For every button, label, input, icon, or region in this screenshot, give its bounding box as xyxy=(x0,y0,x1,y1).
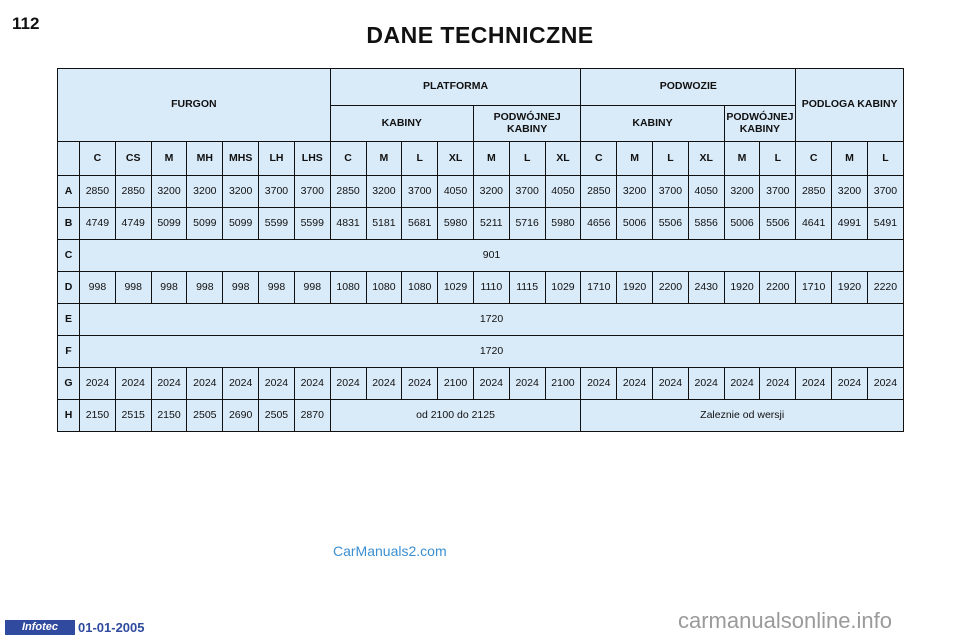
table-cell: 5599 xyxy=(259,208,295,240)
table-cell: 3700 xyxy=(760,176,796,208)
table-cell: 1080 xyxy=(366,272,402,304)
table-cell: 2024 xyxy=(330,368,366,400)
table-cell: 2024 xyxy=(867,368,903,400)
table-cell: 2024 xyxy=(366,368,402,400)
table-cell: 5506 xyxy=(653,208,689,240)
table-cell: 1920 xyxy=(832,272,868,304)
table-cell: 2024 xyxy=(259,368,295,400)
table-cell: 2200 xyxy=(653,272,689,304)
table-cell: 5681 xyxy=(402,208,438,240)
table-cell: 2024 xyxy=(760,368,796,400)
column-header: L xyxy=(509,142,545,176)
table-cell: 2150 xyxy=(80,400,116,432)
site-watermark: CarManuals2.com xyxy=(333,543,447,559)
bottom-watermark: carmanualsonline.info xyxy=(678,608,893,633)
table-cell: 5980 xyxy=(438,208,474,240)
column-header: M xyxy=(617,142,653,176)
table-cell: 2100 xyxy=(545,368,581,400)
table-cell: 4050 xyxy=(438,176,474,208)
table-cell: 2150 xyxy=(151,400,187,432)
column-header: L xyxy=(402,142,438,176)
column-header: C xyxy=(581,142,617,176)
table-cell: 5099 xyxy=(187,208,223,240)
table-cell: 1029 xyxy=(438,272,474,304)
row-label: H xyxy=(58,400,80,432)
column-header: XL xyxy=(545,142,581,176)
table-cell: 3200 xyxy=(617,176,653,208)
row-label: C xyxy=(58,240,80,272)
technical-data-table xyxy=(57,68,904,432)
group-furgon: FURGON xyxy=(58,69,331,142)
table-cell: 3700 xyxy=(509,176,545,208)
column-header: CS xyxy=(115,142,151,176)
column-header: L xyxy=(653,142,689,176)
row-label: F xyxy=(58,336,80,368)
table-cell: 3700 xyxy=(259,176,295,208)
table-cell: 4991 xyxy=(832,208,868,240)
table-cell: 5716 xyxy=(509,208,545,240)
table-cell: 4656 xyxy=(581,208,617,240)
column-header: XL xyxy=(688,142,724,176)
merged-cell-podwozie: Zaleznie od wersji xyxy=(581,400,904,432)
table-cell: 2024 xyxy=(473,368,509,400)
column-header: C xyxy=(330,142,366,176)
table-cell: 998 xyxy=(294,272,330,304)
table-cell: 2850 xyxy=(796,176,832,208)
table-cell: 5211 xyxy=(473,208,509,240)
table-cell: 4749 xyxy=(115,208,151,240)
table-cell: 3200 xyxy=(473,176,509,208)
table-cell: 2850 xyxy=(330,176,366,208)
table-cell: 5491 xyxy=(867,208,903,240)
column-header: L xyxy=(867,142,903,176)
table-cell: 1920 xyxy=(617,272,653,304)
corner-cell xyxy=(58,142,80,176)
column-header: M xyxy=(366,142,402,176)
table-cell: 998 xyxy=(259,272,295,304)
table-cell: 2220 xyxy=(867,272,903,304)
page-title: DANE TECHNICZNE xyxy=(366,22,594,48)
column-header: MHS xyxy=(223,142,259,176)
column-header: XL xyxy=(438,142,474,176)
table-cell: 3700 xyxy=(402,176,438,208)
table-cell: 2200 xyxy=(760,272,796,304)
column-header: C xyxy=(80,142,116,176)
table-cell: 2024 xyxy=(187,368,223,400)
table-cell: 5506 xyxy=(760,208,796,240)
row-label: E xyxy=(58,304,80,336)
table-cell: 2870 xyxy=(294,400,330,432)
table-cell: 2024 xyxy=(151,368,187,400)
table-cell: 5856 xyxy=(688,208,724,240)
merged-cell: 1720 xyxy=(80,336,904,368)
table-cell: 2505 xyxy=(187,400,223,432)
table-cell: 5006 xyxy=(617,208,653,240)
table-cell: 3700 xyxy=(294,176,330,208)
table-cell: 1110 xyxy=(473,272,509,304)
group-podwozie: PODWOZIE xyxy=(581,69,796,106)
row-label: G xyxy=(58,368,80,400)
table-cell: 2024 xyxy=(653,368,689,400)
column-header: M xyxy=(473,142,509,176)
column-header: LHS xyxy=(294,142,330,176)
subgroup-platforma-podwojnej-kabiny: PODWÓJNEJ KABINY xyxy=(473,106,580,142)
table-cell: 2024 xyxy=(509,368,545,400)
column-header: M xyxy=(151,142,187,176)
column-header: MH xyxy=(187,142,223,176)
table-cell: 5181 xyxy=(366,208,402,240)
table-cell: 5099 xyxy=(151,208,187,240)
table-cell: 1080 xyxy=(330,272,366,304)
group-platforma: PLATFORMA xyxy=(330,69,581,106)
table-cell: 1029 xyxy=(545,272,581,304)
table-cell: 1115 xyxy=(509,272,545,304)
table-cell: 1710 xyxy=(796,272,832,304)
group-podloga-kabiny: PODLOGA KABINY xyxy=(796,69,904,142)
column-header: L xyxy=(760,142,796,176)
table-cell: 1080 xyxy=(402,272,438,304)
table-cell: 5099 xyxy=(223,208,259,240)
table-cell: 3200 xyxy=(151,176,187,208)
table-cell: 2024 xyxy=(832,368,868,400)
table-cell: 998 xyxy=(223,272,259,304)
table-cell: 3200 xyxy=(187,176,223,208)
table-cell: 2024 xyxy=(581,368,617,400)
column-header: C xyxy=(796,142,832,176)
table-cell: 2024 xyxy=(80,368,116,400)
table-cell: 1710 xyxy=(581,272,617,304)
subgroup-platforma-kabiny: KABINY xyxy=(330,106,473,142)
infotec-logo: Infotec xyxy=(5,620,75,635)
table-cell: 2100 xyxy=(438,368,474,400)
table-cell: 2850 xyxy=(80,176,116,208)
table-cell: 3700 xyxy=(653,176,689,208)
table-cell: 2024 xyxy=(223,368,259,400)
merged-cell-platforma: od 2100 do 2125 xyxy=(330,400,581,432)
table-cell: 2024 xyxy=(115,368,151,400)
footer-date: 01-01-2005 xyxy=(78,620,145,635)
table-cell: 4831 xyxy=(330,208,366,240)
table-cell: 3200 xyxy=(366,176,402,208)
table-cell: 2024 xyxy=(688,368,724,400)
table-cell: 2024 xyxy=(294,368,330,400)
subgroup-podwozie-podwojnej-kabiny: PODWÓJNEJ KABINY xyxy=(724,106,796,142)
table-cell: 2515 xyxy=(115,400,151,432)
table-cell: 5599 xyxy=(294,208,330,240)
table-cell: 2430 xyxy=(688,272,724,304)
page-number: 112 xyxy=(12,14,40,33)
table-cell: 4050 xyxy=(688,176,724,208)
table-cell: 5006 xyxy=(724,208,760,240)
table-cell: 2024 xyxy=(796,368,832,400)
table-cell: 998 xyxy=(151,272,187,304)
table-cell: 1920 xyxy=(724,272,760,304)
table-cell: 3700 xyxy=(867,176,903,208)
column-header: LH xyxy=(259,142,295,176)
table-cell: 2024 xyxy=(402,368,438,400)
table-cell: 2024 xyxy=(724,368,760,400)
row-label: B xyxy=(58,208,80,240)
table-cell: 2850 xyxy=(115,176,151,208)
row-label: A xyxy=(58,176,80,208)
subgroup-podwozie-kabiny: KABINY xyxy=(581,106,724,142)
table-cell: 4641 xyxy=(796,208,832,240)
table-cell: 3200 xyxy=(724,176,760,208)
table-cell: 998 xyxy=(115,272,151,304)
merged-cell: 901 xyxy=(80,240,904,272)
table-cell: 3200 xyxy=(832,176,868,208)
row-label: D xyxy=(58,272,80,304)
table-cell: 2024 xyxy=(617,368,653,400)
table-cell: 998 xyxy=(80,272,116,304)
table-cell: 4050 xyxy=(545,176,581,208)
table-cell: 2690 xyxy=(223,400,259,432)
table-cell: 2505 xyxy=(259,400,295,432)
table-cell: 5980 xyxy=(545,208,581,240)
column-header: M xyxy=(724,142,760,176)
column-header: M xyxy=(832,142,868,176)
table-cell: 2850 xyxy=(581,176,617,208)
table-cell: 3200 xyxy=(223,176,259,208)
table-cell: 4749 xyxy=(80,208,116,240)
merged-cell: 1720 xyxy=(80,304,904,336)
table-cell: 998 xyxy=(187,272,223,304)
